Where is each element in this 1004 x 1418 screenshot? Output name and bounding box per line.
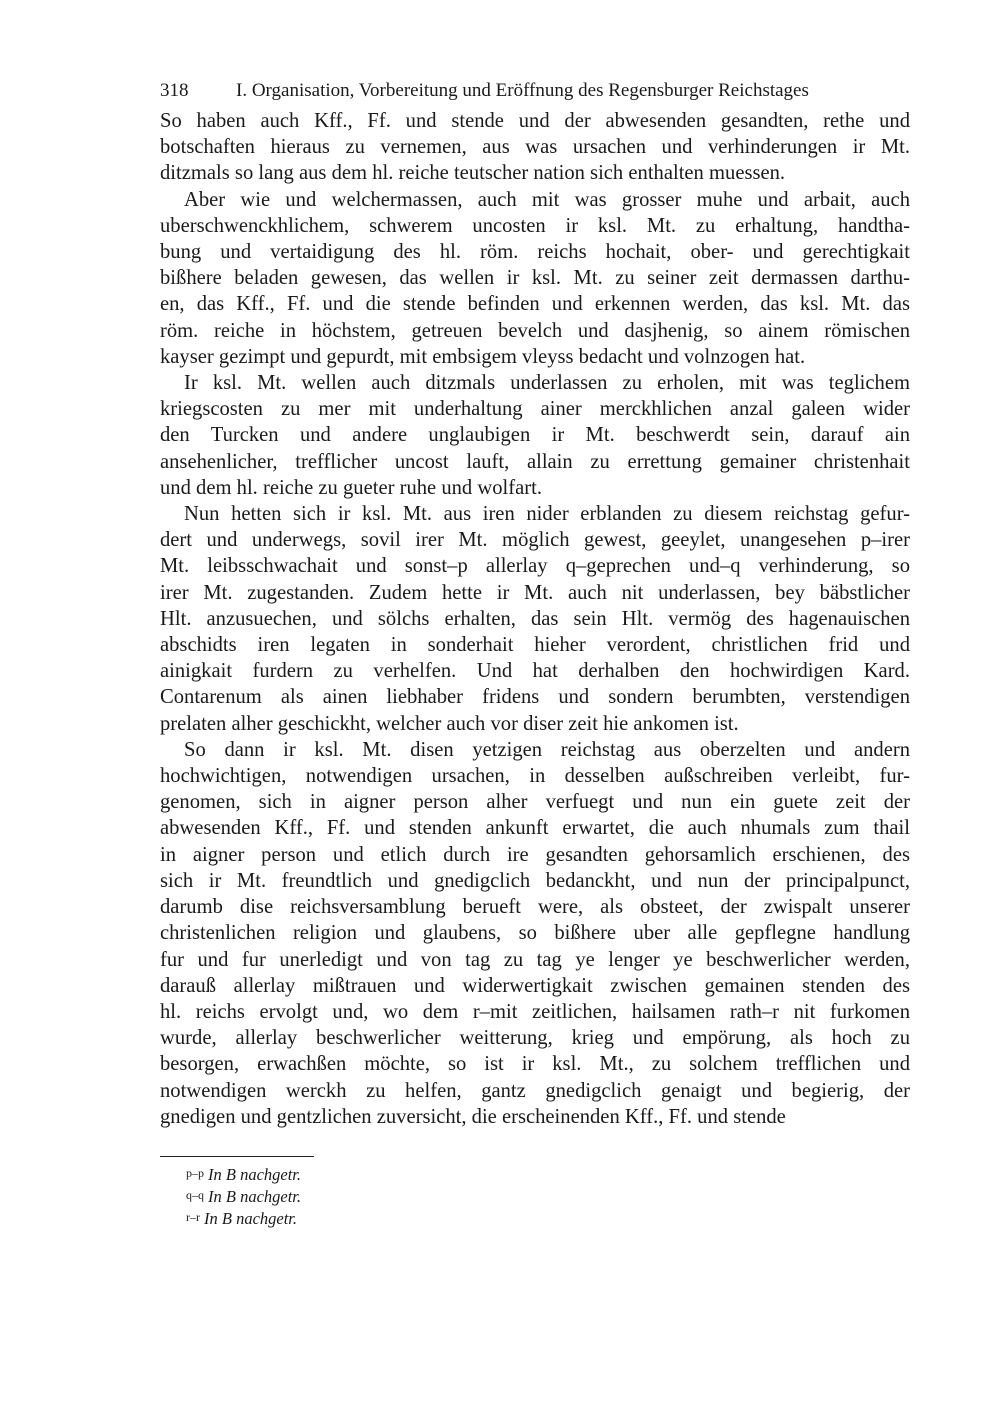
text-line: So dann ir ksl. Mt. disen yetzigen reichstag aus oberzelten und andern <box>184 738 910 761</box>
text-line: besorgen, erwachßen möchte, so ist ir ksl. Mt., zu solchem trefflichen und <box>160 1053 910 1076</box>
footnote-mark: p–p <box>186 1165 204 1180</box>
text-line: ainigkait furdern zu verhelfen. Und hat derhalben den hochwirdigen Kard. <box>160 660 910 683</box>
text-line: ansehenlicher, trefflicher uncost lauft, allain zu errettung gemainer christenhait <box>160 450 910 473</box>
footnote-mark: r–r <box>186 1209 200 1224</box>
text-line: dert und underwegs, sovil irer Mt. möglich gewest, geeylet, unangesehen p–irer <box>160 529 910 552</box>
text-line: Contarenum als ainen liebhaber fridens und sondern berumbten, verstendigen <box>160 686 910 709</box>
text-line: genomen, sich in aigner person alher verfuegt und nun ein guete zeit der <box>160 791 910 814</box>
footnote-text: In B nachgetr. <box>204 1208 298 1228</box>
text-line: en, das Kff., Ff. und die stende befinden und erkennen werden, das ksl. Mt. das <box>160 293 910 316</box>
text-line: So haben auch Kff., Ff. und stende und der abwesenden gesandten, rethe und <box>160 110 910 132</box>
text-line: Ir ksl. Mt. wellen auch ditzmals underlassen zu erholen, mit was teglichem <box>184 372 910 395</box>
running-header <box>160 78 910 108</box>
text-line: und dem hl. reiche zu gueter ruhe und wolfart. <box>160 476 542 499</box>
text-line: kriegscosten zu mer mit underhaltung ainer merckhlichen anzal galeen wider <box>160 398 910 421</box>
document-page <box>160 78 910 1229</box>
text-line: darauß allerlay mißtrauen und widerwertigkait zwischen gemainen stenden des <box>160 974 910 997</box>
text-line: wurde, allerlay beschwerlicher weitterung, krieg und empörung, als hoch zu <box>160 1027 910 1050</box>
paragraph <box>160 370 910 501</box>
text-line: notwendigen werckh zu helfen, gantz gnedigclich genaigt und begierig, der <box>160 1079 910 1102</box>
text-line: hochwichtigen, notwendigen ursachen, in desselben außschreiben verleibt, fur- <box>160 765 910 788</box>
text-line: hl. reichs ervolgt und, wo dem r–mit zeitlichen, hailsamen rath–r nit furkomen <box>160 1000 910 1023</box>
footnote-rule <box>160 1156 314 1157</box>
text-line: botschaften hieraus zu vernemen, aus was ursachen und verhinderungen ir Mt. <box>160 136 910 159</box>
text-line: Nun hetten sich ir ksl. Mt. aus iren nider erblanden zu diesem reichstag gefur- <box>184 503 910 526</box>
paragraph <box>160 737 910 1130</box>
footnote <box>160 1185 910 1207</box>
footnote-text: In B nachgetr. <box>208 1164 302 1184</box>
text-line: gnedigen und gentzlichen zuversicht, die erscheinenden Kff., Ff. und stende <box>160 1105 786 1128</box>
paragraph <box>160 108 910 187</box>
text-line: kayser gezimpt und gepurdt, mit embsigem vleyss bedacht und volnzogen hat. <box>160 345 806 368</box>
running-title: I. Organisation, Vorbereitung und Eröffnung des Regensburger Reichstages <box>236 80 809 101</box>
text-line: irer Mt. zugestanden. Zudem hette ir Mt. auch nit underlassen, bey bäbstlicher <box>160 581 910 604</box>
footnote-mark: q–q <box>186 1187 204 1202</box>
text-line: den Turcken und andere unglaubigen ir Mt. beschwerdt sein, darauf ain <box>160 424 910 447</box>
page-number: 318 <box>160 80 189 101</box>
text-line: Aber wie und welchermassen, auch mit was grosser muhe und arbait, auch <box>184 188 910 211</box>
text-line: ditzmals so lang aus dem hl. reiche teutscher nation sich enthalten muessen. <box>160 162 786 185</box>
text-line: in aigner person und etlich durch ire gesandten gehorsamlich erschienen, des <box>160 843 910 866</box>
paragraph <box>160 501 910 737</box>
text-line: bung und vertaidigung des hl. röm. reichs hochait, ober- und gerechtigkait <box>160 241 910 264</box>
text-line: Mt. leibsschwachait und sonst–p allerlay q–geprechen und–q verhinderung, so <box>160 555 910 578</box>
text-line: röm. reiche in höchstem, getreuen bevelch und dasjhenig, so ainem römischen <box>160 319 910 342</box>
footnote <box>160 1163 910 1185</box>
footnote <box>160 1207 910 1229</box>
text-line: abwesenden Kff., Ff. und stenden ankunft erwartet, die auch nhumals zum thail <box>160 817 910 840</box>
footnotes <box>160 1163 910 1229</box>
text-line: abschidts iren legaten in sonderhait hieher verordent, christlichen frid und <box>160 634 910 657</box>
text-line: christenlichen religion und glaubens, so bißhere uber alle gepflegne handlung <box>160 922 910 945</box>
text-line: uberschwenckhlichem, schwerem uncosten ir ksl. Mt. zu erhaltung, handtha- <box>160 214 910 237</box>
text-line: sich ir Mt. freundtlich und gnedigclich bedanckht, und nun der principalpunct, <box>160 869 910 892</box>
paragraph <box>160 187 910 370</box>
text-line: prelaten alher geschickht, welcher auch vor diser zeit hie ankomen ist. <box>160 712 739 735</box>
text-line: fur und fur unerledigt und von tag zu tag ye lenger ye beschwerlicher werden, <box>160 948 910 971</box>
footnote-text: In B nachgetr. <box>208 1186 302 1206</box>
text-line: Hlt. anzusuechen, und sölchs erhalten, das sein Hlt. vermög des hagenauischen <box>160 607 910 630</box>
text-line: bißhere beladen gewesen, das wellen ir ksl. Mt. zu seiner zeit dermassen darthu- <box>160 267 910 290</box>
text-line: darumb dise reichsversamblung berueft were, als obsteet, der zwispalt unserer <box>160 896 910 919</box>
main-text <box>160 108 910 1130</box>
